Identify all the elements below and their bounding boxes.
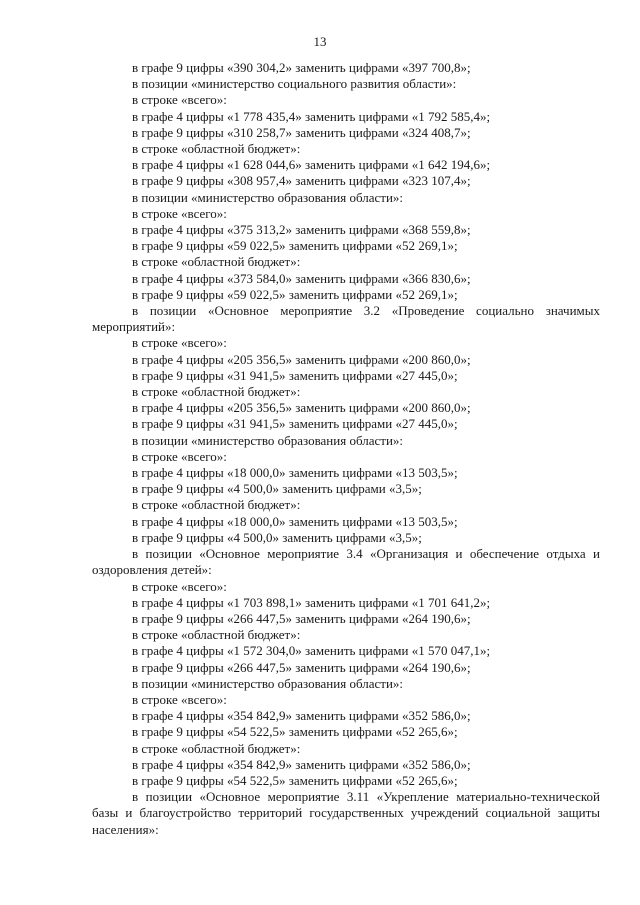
amendment-line: в позиции «министерство социального развития области»: [132,76,457,92]
amendment-line: в графе 4 цифры «18 000,0» заменить цифрами «13 503,5»; [132,465,458,481]
paragraph-event-3-11: в позиции «Основное мероприятие 3.11 «Укрепление материально-технической базы и благоустройство территорий государственных учреждений социальной защиты населения»: [92,789,600,837]
amendment-line: в строке «всего»: [132,691,227,707]
amendment-line: в графе 9 цифры «4 500,0» заменить цифрами «3,5»; [132,481,422,497]
amendment-line: в графе 9 цифры «54 522,5» заменить цифрами «52 265,6»; [132,772,458,788]
amendment-line: в графе 9 цифры «54 522,5» заменить цифрами «52 265,6»; [132,724,458,740]
amendment-line: в строке «всего»: [132,448,227,464]
amendment-line: в графе 4 цифры «1 778 435,4» заменить цифрами «1 792 585,4»; [132,108,491,124]
amendment-list-3 [92,579,600,790]
amendment-line: в графе 9 цифры «59 022,5» заменить цифрами «52 269,1»; [132,238,458,254]
amendment-line: в графе 4 цифры «373 584,0» заменить цифрами «366 830,6»; [132,270,471,286]
amendment-line: в графе 4 цифры «375 313,2» заменить цифрами «368 559,8»; [132,222,471,238]
amendment-line: в строке «областной бюджет»: [132,141,301,157]
amendment-line: в строке «областной бюджет»: [132,740,301,756]
document-body [92,60,600,838]
amendment-line: в строке «всего»: [132,335,227,351]
amendment-line: в строке «областной бюджет»: [132,627,301,643]
amendment-line: в графе 9 цифры «308 957,4» заменить цифрами «323 107,4»; [132,173,471,189]
amendment-line: в графе 9 цифры «266 447,5» заменить цифрами «264 190,6»; [132,659,471,675]
page-number: 13 [313,34,327,49]
amendment-line: в строке «всего»: [132,578,227,594]
amendment-line: в графе 9 цифры «266 447,5» заменить цифрами «264 190,6»; [132,610,471,626]
amendment-line: в графе 4 цифры «205 356,5» заменить цифрами «200 860,0»; [132,400,471,416]
amendment-list-2 [92,335,600,546]
amendment-line: в позиции «министерство образования области»: [132,189,404,205]
amendment-line: в графе 9 цифры «59 022,5» заменить цифрами «52 269,1»; [132,286,458,302]
amendment-line: в строке «областной бюджет»: [132,254,301,270]
amendment-line: в графе 4 цифры «18 000,0» заменить цифрами «13 503,5»; [132,513,458,529]
amendment-line: в графе 9 цифры «310 258,7» заменить цифрами «324 408,7»; [132,124,471,140]
amendment-line: в графе 9 цифры «31 941,5» заменить цифрами «27 445,0»; [132,416,458,432]
amendment-line: в графе 4 цифры «205 356,5» заменить цифрами «200 860,0»; [132,351,471,367]
amendment-list-1 [92,60,600,303]
amendment-line: в графе 9 цифры «31 941,5» заменить цифрами «27 445,0»; [132,367,458,383]
amendment-line: в графе 4 цифры «1 703 898,1» заменить цифрами «1 701 641,2»; [132,594,491,610]
amendment-line: в строке «всего»: [132,205,227,221]
amendment-line: в графе 4 цифры «354 842,9» заменить цифрами «352 586,0»; [132,756,471,772]
paragraph-event-3-4: в позиции «Основное мероприятие 3.4 «Организация и обеспечение отдыха и оздоровления детей»: [92,546,600,578]
amendment-line: в позиции «министерство образования области»: [132,432,404,448]
amendment-line: в позиции «министерство образования области»: [132,675,404,691]
paragraph-event-3-2: в позиции «Основное мероприятие 3.2 «Проведение социально значимых мероприятий»: [92,303,600,335]
amendment-line: в графе 4 цифры «1 628 044,6» заменить цифрами «1 642 194,6»; [132,157,491,173]
amendment-line: в графе 9 цифры «4 500,0» заменить цифрами «3,5»; [132,529,422,545]
amendment-line: в строке «областной бюджет»: [132,384,301,400]
amendment-line: в графе 4 цифры «354 842,9» заменить цифрами «352 586,0»; [132,708,471,724]
amendment-line: в строке «всего»: [132,92,227,108]
amendment-line: в графе 4 цифры «1 572 304,0» заменить цифрами «1 570 047,1»; [132,643,491,659]
amendment-line: в строке «областной бюджет»: [132,497,301,513]
amendment-line: в графе 9 цифры «390 304,2» заменить цифрами «397 700,8»; [132,60,471,75]
